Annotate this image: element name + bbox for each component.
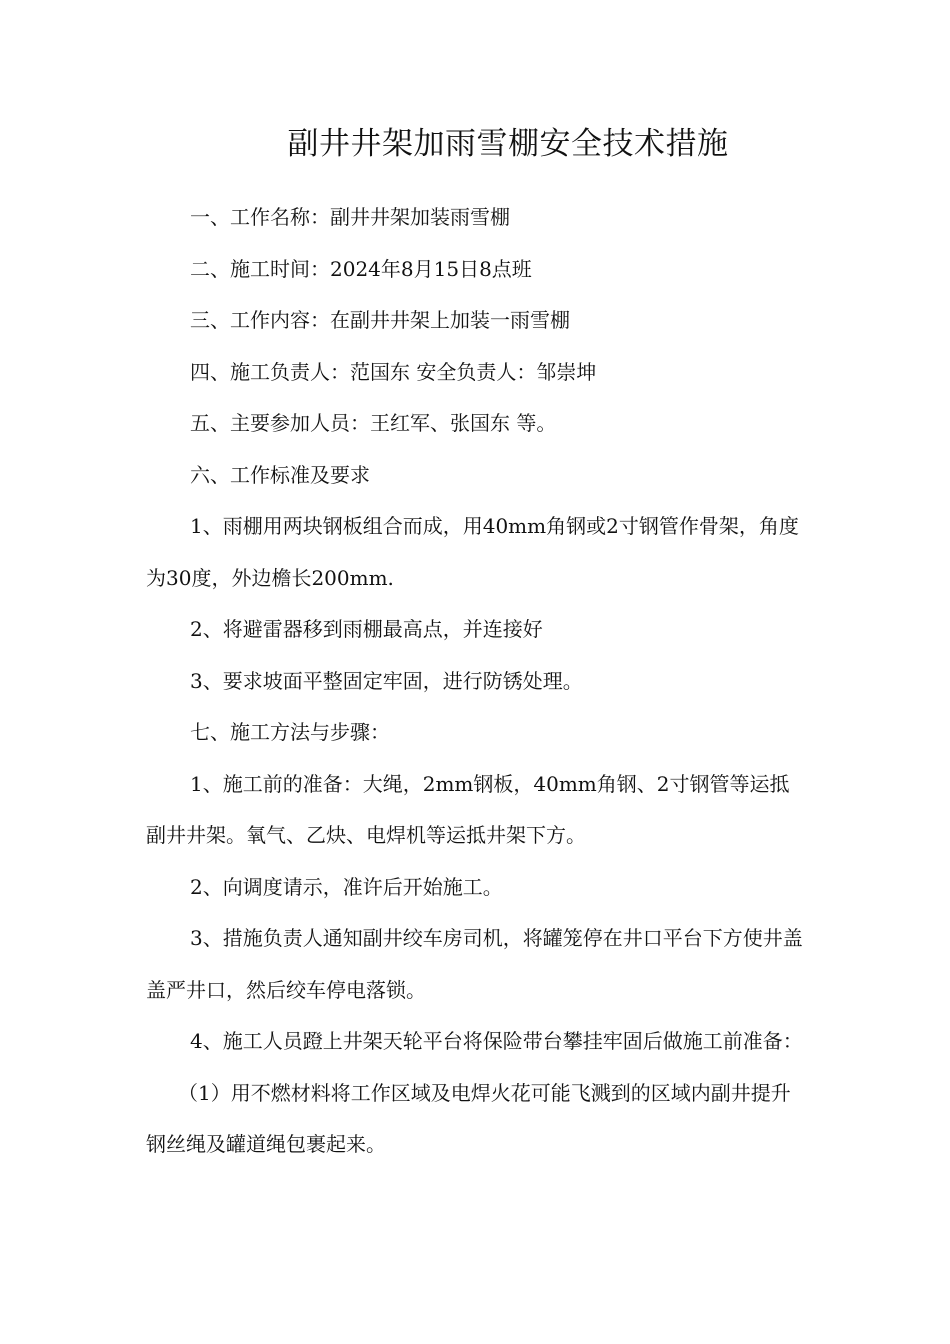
document-body bbox=[146, 192, 806, 1171]
paragraph-participants: 五、主要参加人员：王红军、张国东 等。 bbox=[190, 411, 557, 435]
paragraph-standards-heading: 六、工作标准及要求 bbox=[190, 462, 370, 487]
paragraph-responsible-persons: 四、施工负责人：范国东 安全负责人：邹崇坤 bbox=[190, 359, 597, 384]
paragraph-construction-time: 二、施工时间：2024年8月15日8点班 bbox=[190, 256, 532, 281]
paragraph-step-3: 3、措施负责人通知副井绞车房司机，将罐笼停在井口平台下方使井盖盖严井口，然后绞车停电落锁。 bbox=[146, 926, 803, 1002]
paragraph-step-1: 1、施工前的准备：大绳，2mm钢板，40mm角钢、2寸钢管等运抵副井井架。氧气、乙炔、电焊机等运抵井架下方。 bbox=[146, 771, 790, 847]
paragraph-standard-3: 3、要求坡面平整固定牢固，进行防锈处理。 bbox=[190, 668, 583, 693]
paragraph-work-content: 三、工作内容：在副井井架上加装一雨雪棚 bbox=[190, 308, 570, 332]
paragraph-step-2: 2、向调度请示，准许后开始施工。 bbox=[190, 874, 503, 899]
paragraph-standard-2: 2、将避雷器移到雨棚最高点，并连接好 bbox=[190, 617, 543, 641]
paragraph-methods-heading: 七、施工方法与步骤： bbox=[190, 720, 390, 744]
paragraph-step-4: 4、施工人员蹬上井架天轮平台将保险带台攀挂牢固后做施工前准备： bbox=[190, 1029, 803, 1053]
document-title: 副井井架加雨雪棚安全技术措施 bbox=[287, 126, 729, 162]
paragraph-standard-1: 1、雨棚用两块钢板组合而成，用40mm角钢或2寸钢管作骨架，角度为30度，外边檐长200mm. bbox=[146, 514, 799, 590]
paragraph-substep-1: （1）用不燃材料将工作区域及电焊火花可能飞溅到的区域内副井提升钢丝绳及罐道绳包裹起来。 bbox=[146, 1080, 791, 1156]
paragraph-work-name: 一、工作名称：副井井架加装雨雪棚 bbox=[190, 205, 510, 229]
